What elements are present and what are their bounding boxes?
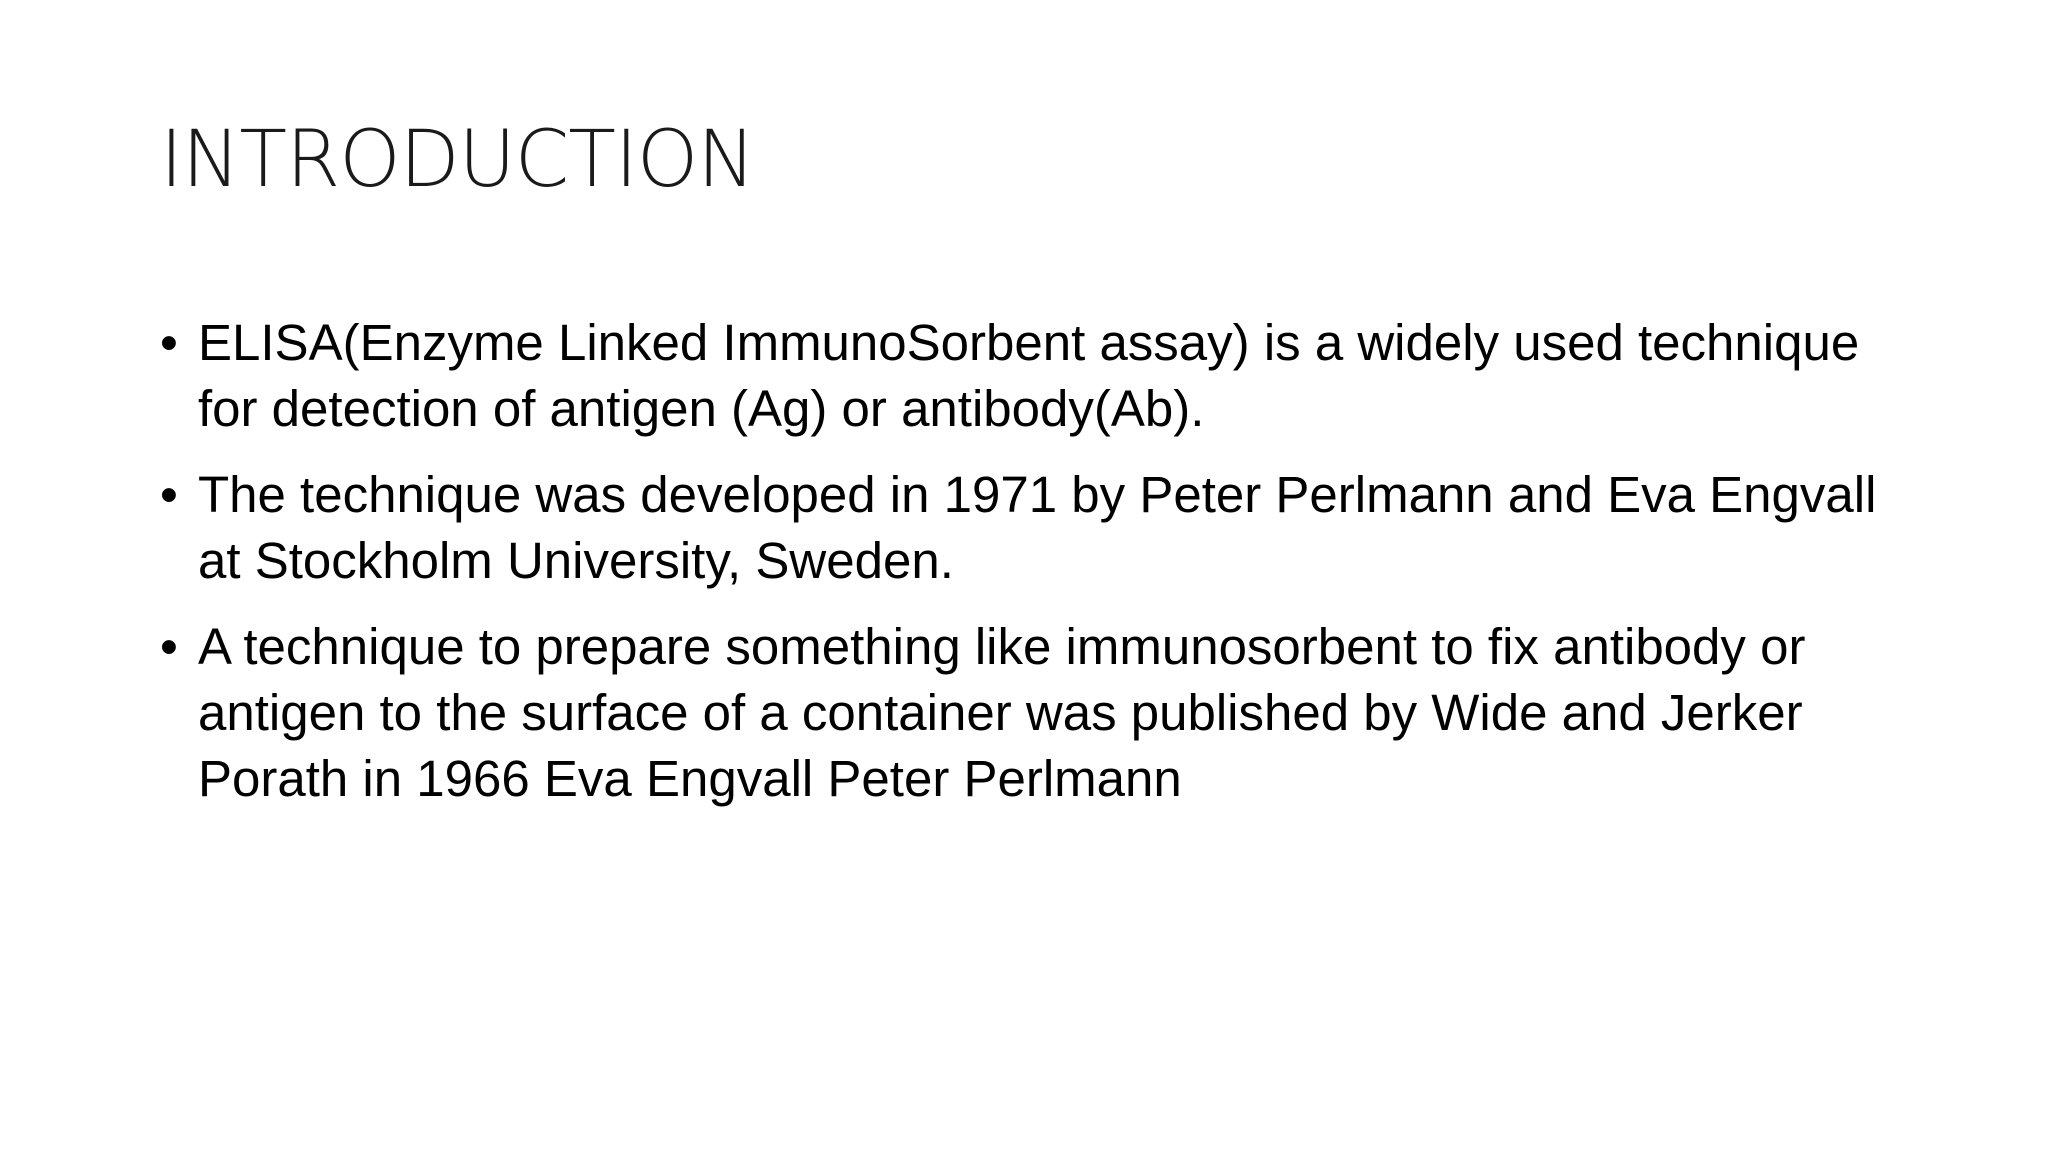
bullet-item [160,462,1920,594]
bullet-marker: • [160,466,178,523]
bullet-item [160,614,1920,812]
bullet-text: The technique was developed in 1971 by Peter Perlmann and Eva Engvall at Stockholm University, Sweden. [198,466,1877,589]
bullet-marker: • [160,618,178,675]
bullet-item [160,310,1920,442]
slide-title: INTRODUCTION [160,115,755,205]
bullet-marker: • [160,314,178,371]
bullet-list [160,310,1920,832]
bullet-text: ELISA(Enzyme Linked ImmunoSorbent assay) is a widely used technique for detection of antigen (Ag) or antibody(Ab). [198,314,1860,437]
bullet-text: A technique to prepare something like immunosorbent to fix antibody or antigen to the surface of a container was published by Wide and Jerker Porath in 1966 Eva Engvall Peter Perlmann [198,618,1806,807]
